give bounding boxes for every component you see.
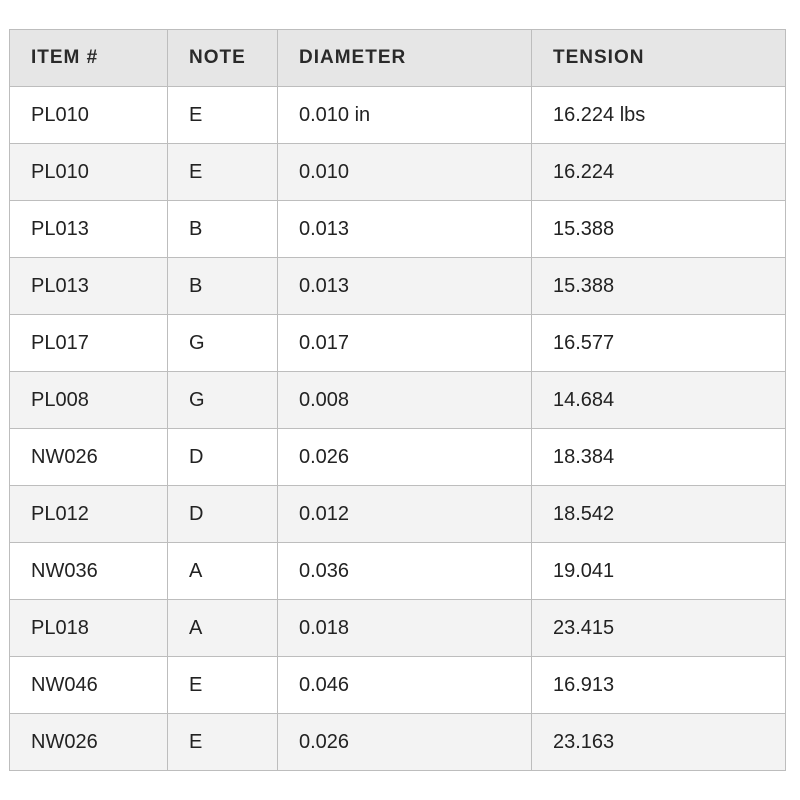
cell-diameter: 0.026: [278, 714, 532, 771]
cell-diameter: 0.013: [278, 258, 532, 315]
cell-tension: 14.684: [532, 372, 786, 429]
header-diameter: DIAMETER: [278, 30, 532, 87]
table-row: [10, 372, 786, 429]
cell-note: B: [168, 258, 278, 315]
cell-note: E: [168, 87, 278, 144]
cell-tension: 18.384: [532, 429, 786, 486]
header-tension: TENSION: [532, 30, 786, 87]
cell-item-number: NW036: [10, 543, 168, 600]
cell-diameter: 0.017: [278, 315, 532, 372]
cell-note: E: [168, 144, 278, 201]
cell-note: A: [168, 543, 278, 600]
cell-tension: 23.163: [532, 714, 786, 771]
cell-item-number: PL012: [10, 486, 168, 543]
cell-diameter: 0.046: [278, 657, 532, 714]
cell-tension: 16.224 lbs: [532, 87, 786, 144]
header-row: [10, 30, 786, 87]
table-row: [10, 600, 786, 657]
table-row: [10, 714, 786, 771]
table-row: [10, 486, 786, 543]
cell-note: G: [168, 372, 278, 429]
string-tension-table-container: [9, 29, 785, 771]
table-body: [10, 87, 786, 771]
header-item-number: ITEM #: [10, 30, 168, 87]
cell-item-number: NW026: [10, 714, 168, 771]
table-row: [10, 657, 786, 714]
cell-diameter: 0.010: [278, 144, 532, 201]
cell-diameter: 0.018: [278, 600, 532, 657]
cell-item-number: PL017: [10, 315, 168, 372]
table-row: [10, 543, 786, 600]
cell-tension: 16.577: [532, 315, 786, 372]
cell-diameter: 0.013: [278, 201, 532, 258]
cell-item-number: NW026: [10, 429, 168, 486]
table-row: [10, 315, 786, 372]
cell-item-number: PL013: [10, 201, 168, 258]
cell-tension: 19.041: [532, 543, 786, 600]
cell-note: D: [168, 429, 278, 486]
cell-note: G: [168, 315, 278, 372]
table-row: [10, 258, 786, 315]
cell-item-number: PL013: [10, 258, 168, 315]
header-note: NOTE: [168, 30, 278, 87]
cell-item-number: NW046: [10, 657, 168, 714]
cell-tension: 15.388: [532, 258, 786, 315]
cell-tension: 16.224: [532, 144, 786, 201]
cell-item-number: PL010: [10, 87, 168, 144]
cell-diameter: 0.026: [278, 429, 532, 486]
cell-item-number: PL008: [10, 372, 168, 429]
cell-tension: 15.388: [532, 201, 786, 258]
cell-diameter: 0.036: [278, 543, 532, 600]
cell-note: D: [168, 486, 278, 543]
cell-tension: 18.542: [532, 486, 786, 543]
cell-tension: 23.415: [532, 600, 786, 657]
cell-note: E: [168, 714, 278, 771]
cell-note: B: [168, 201, 278, 258]
string-tension-table: [9, 29, 786, 771]
cell-diameter: 0.010 in: [278, 87, 532, 144]
cell-diameter: 0.012: [278, 486, 532, 543]
cell-note: E: [168, 657, 278, 714]
table-row: [10, 429, 786, 486]
cell-item-number: PL010: [10, 144, 168, 201]
cell-item-number: PL018: [10, 600, 168, 657]
cell-tension: 16.913: [532, 657, 786, 714]
table-row: [10, 87, 786, 144]
cell-diameter: 0.008: [278, 372, 532, 429]
table-row: [10, 144, 786, 201]
table-header: [10, 30, 786, 87]
table-row: [10, 201, 786, 258]
cell-note: A: [168, 600, 278, 657]
